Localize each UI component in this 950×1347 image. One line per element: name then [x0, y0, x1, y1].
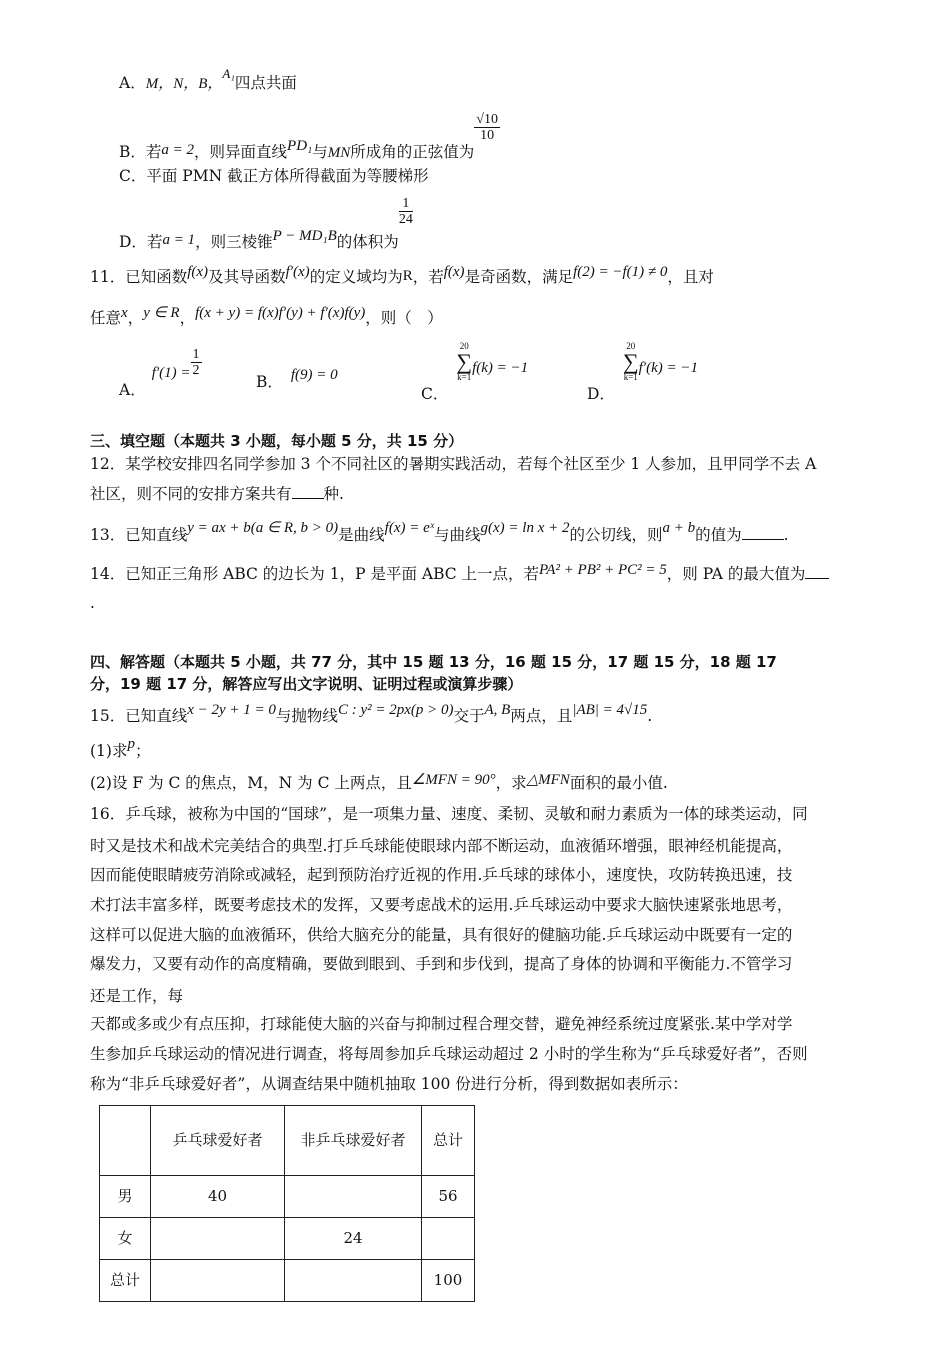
d-fraction: $\frac{1}{24}$: [398, 196, 413, 228]
table-cell: 女: [100, 1218, 151, 1260]
table-cell: 24: [285, 1218, 422, 1260]
q14-end: .: [90, 594, 95, 612]
q13: 13．已知直线y = ax + b(a ∈ R, b > 0)是曲线f(x) = eˣ与曲线g(x) = ln x + 2的公切线，则a + b的值为 .: [90, 520, 789, 544]
table-cell: 乒乓球爱好者: [151, 1106, 285, 1176]
q16-line: 称为“非乒乓球爱好者”，从调查结果中随机抽取 100 份进行分析，得到数据如表所示：: [90, 1075, 688, 1093]
table-header-row: [100, 1106, 475, 1176]
table-row: [100, 1218, 475, 1260]
q10-option-b: B．若a = 2，则异面直线PD₁与MN所成角的正弦值为 $\frac{√10}{10}$: [119, 112, 498, 161]
table-cell: 总计: [422, 1106, 475, 1176]
q14: 14．已知正三角形 ABC 的边长为 1，P 是平面 ABC 上一点，若PA² + PB² + PC² = 5，则 PA 的最大值为: [90, 562, 829, 578]
table-cell: [285, 1176, 422, 1218]
survey-table: [99, 1105, 475, 1302]
q16-line: 16．乒乓球，被称为中国的“国球”，是一项集力量、速度、柔韧、灵敏和耐力素质为一体的球类运动，同: [90, 805, 808, 823]
answer-blank: [292, 496, 324, 499]
q10-option-d: D．若a = 1，则三棱锥P − MD₁B的体积为 $\frac{1}{24}$: [119, 196, 413, 251]
section3-title: 三、填空题（本题共 3 小题，每小题 5 分，共 15 分）: [90, 432, 464, 450]
q10-option-c: C．平面 PMN 截正方体所得截面为等腰梯形: [119, 167, 429, 185]
q15-part2: (2)设 F 为 C 的焦点，M，N 为 C 上两点，且∠MFN = 90°，求△MFN面积的最小值.: [90, 772, 668, 792]
b-fraction: $\frac{√10}{10}$: [476, 112, 498, 144]
q16-line: 爆发力，又要有动作的高度精确，要做到眼到、手到和步伐到，提高了身体的协调和平衡能力.不管学习: [90, 955, 793, 973]
table-cell: [151, 1260, 285, 1302]
table-cell: [285, 1260, 422, 1302]
q16-line: 术打法丰富多样，既要考虑技术的发挥，又要考虑战术的运用.乒乓球运动中要求大脑快速紧张地思考，: [90, 896, 793, 914]
table-row: [100, 1176, 475, 1218]
section4-title-line2: 分，19 题 17 分，解答应写出文字说明、证明过程或演算步骤）: [90, 675, 523, 693]
q11-line2: 任意x，y ∈ R，f(x + y) = f(x)f′(y) + f′(x)f(y)，则（ ）: [90, 305, 443, 327]
q15-part1: (1)求p；: [90, 736, 151, 760]
table-cell: [422, 1218, 475, 1260]
table-cell: 总计: [100, 1260, 151, 1302]
q16-line: 这样可以促进大脑的血液循环，供给大脑充分的能量，具有很好的健脑功能.乒乓球运动中既要有一定的: [90, 926, 793, 944]
q15-stem: 15．已知直线x − 2y + 1 = 0与抛物线C : y² = 2px(p > 0)交于A, B两点，且|AB| = 4√15.: [90, 702, 653, 725]
q12-line2: 社区，则不同的安排方案共有 种.: [90, 485, 344, 503]
q11-line1: 11．已知函数f(x)及其导函数f′(x)的定义域均为R，若f(x)是奇函数，满足f(2) = −f(1) ≠ 0，且对: [90, 264, 714, 286]
table-cell: 男: [100, 1176, 151, 1218]
q16-line: 还是工作，每: [90, 987, 184, 1005]
answer-blank: [805, 576, 829, 579]
q10-option-a: A．M，N，B，$^{A_1}$四点共面: [119, 66, 297, 92]
table-cell: 40: [151, 1176, 285, 1218]
answer-blank: [742, 537, 784, 540]
q16-line: 时又是技术和战术完美结合的典型.打乒乓球能使眼球内部不断运动，血液循环增强，眼神经机能提高，: [90, 837, 793, 855]
table-cell: 56: [422, 1176, 475, 1218]
table-cell: [100, 1106, 151, 1176]
q11-option-d: D． 20 ∑ k=1 f′(k) = −1: [587, 341, 698, 403]
q12-line1: 12．某学校安排四名同学参加 3 个不同社区的暑期实践活动，若每个社区至少 1 人参加，且甲同学不去 A: [90, 455, 817, 473]
q11-option-b: B． f(9) = 0: [256, 367, 338, 391]
table-cell: [151, 1218, 285, 1260]
table-cell: 非乒乓球爱好者: [285, 1106, 422, 1176]
q11-option-a: A．f′(1) = $\frac{1}{2}$: [119, 347, 200, 399]
table-row: [100, 1260, 475, 1302]
q16-line: 生参加乒乓球运动的情况进行调查，将每周参加乒乓球运动超过 2 小时的学生称为“乒乓球爱好者”，否则: [90, 1045, 808, 1063]
table-cell: 100: [422, 1260, 475, 1302]
q11-option-c: C． 20 ∑ k=1 f(k) = −1: [421, 341, 529, 403]
q16-line: 天都或多或少有点压抑，打球能使大脑的兴奋与抑制过程合理交替，避免神经系统过度紧张.某中学对学: [90, 1015, 793, 1033]
q16-line: 因而能使眼睛疲劳消除或减轻，起到预防治疗近视的作用.乒乓球的球体小，速度快，攻防转换迅速，技: [90, 866, 793, 884]
section4-title-line1: 四、解答题（本题共 5 小题，共 77 分，其中 15 题 13 分，16 题 15 分，17 题 15 分，18 题 17: [90, 653, 777, 671]
